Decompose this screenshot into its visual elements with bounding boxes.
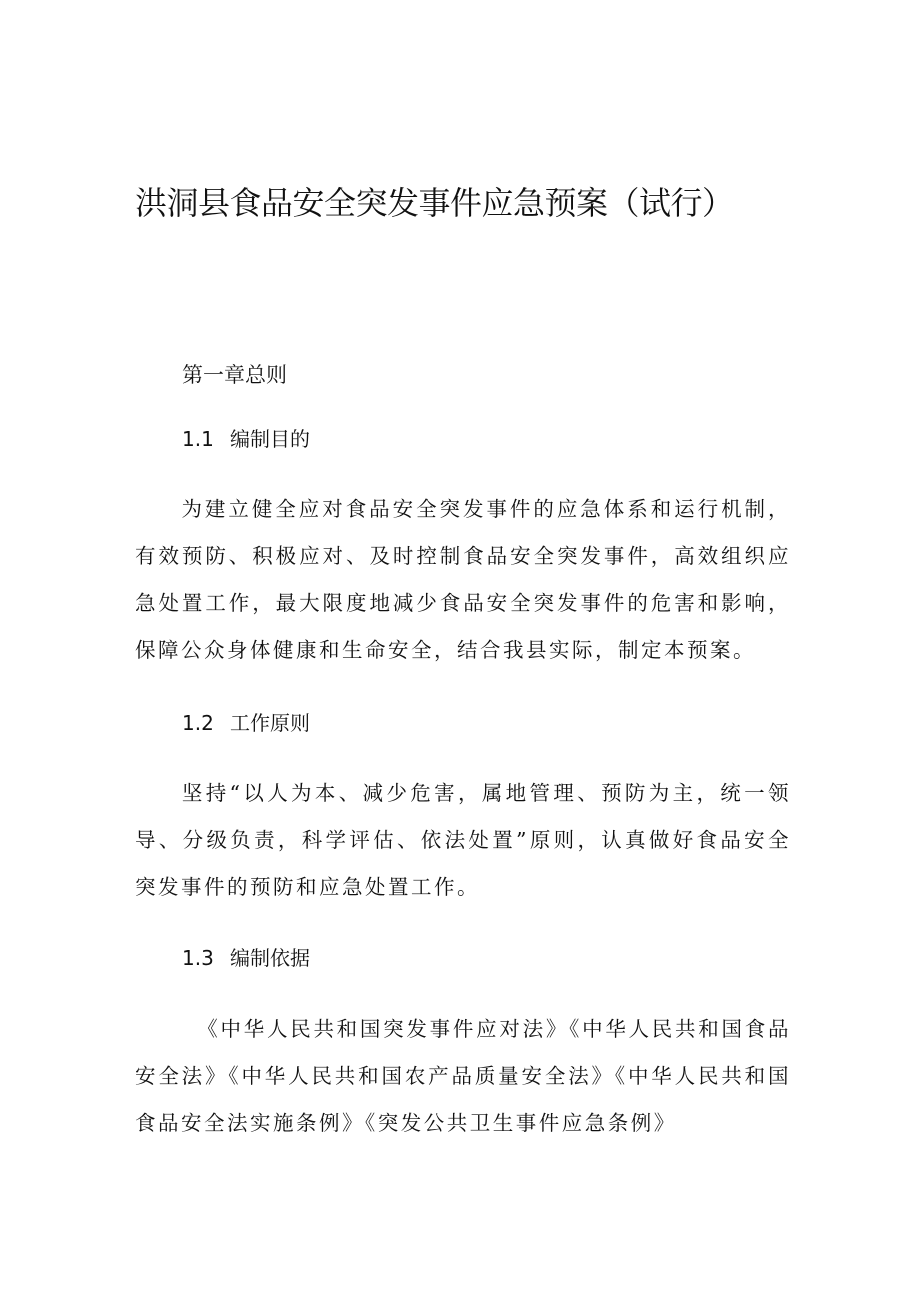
section-paragraph-1-2 (135, 770, 791, 911)
section-paragraph-1-1 (135, 486, 791, 674)
section-number: 1.1 (182, 427, 214, 451)
section-title: 编制依据 (230, 946, 310, 970)
section-heading-1-1 (182, 425, 310, 453)
section-heading-1-2 (182, 709, 310, 737)
section-title: 编制目的 (230, 427, 310, 451)
paragraph-text: 坚持“以人为本、减少危害，属地管理、预防为主，统一领导、分级负责，科学评估、依法处置”原则，认真做好食品安全突发事件的预防和应急处置工作。 (135, 781, 791, 899)
section-number: 1.2 (182, 711, 214, 735)
section-title: 工作原则 (230, 711, 310, 735)
section-number: 1.3 (182, 946, 214, 970)
section-paragraph-1-3 (135, 1006, 791, 1147)
section-heading-1-3 (182, 944, 310, 972)
chapter-heading: 第一章总则 (182, 363, 287, 387)
paragraph-text: 《中华人民共和国突发事件应对法》《中华人民共和国食品安全法》《中华人民共和国农产品质量安全法》《中华人民共和国食品安全法实施条例》《突发公共卫生事件应急条例》 (135, 1017, 791, 1135)
document-title: 洪洞县食品安全突发事件应急预案（试行） (135, 184, 734, 222)
paragraph-text: 为建立健全应对食品安全突发事件的应急体系和运行机制，有效预防、积极应对、及时控制食品安全突发事件，高效组织应急处置工作，最大限度地减少食品安全突发事件的危害和影响，保障公众身体健康和生命安全，结合我县实际，制定本预案。 (135, 497, 791, 662)
